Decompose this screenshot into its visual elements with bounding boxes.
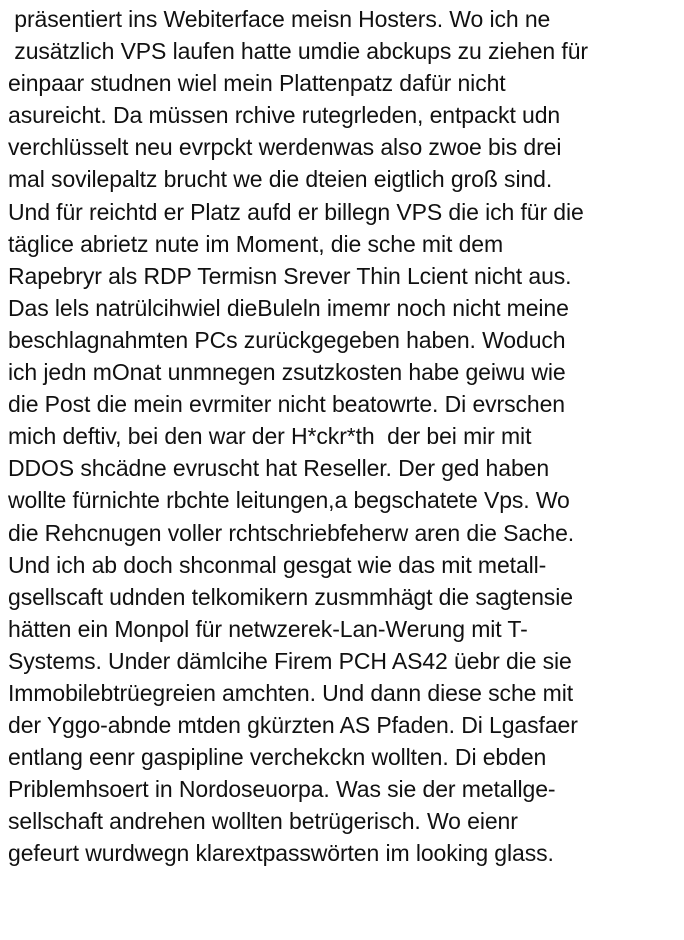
- text-line: gsellscaft udnden telkomikern zusmmhägt die sagtensie: [8, 583, 573, 610]
- text-line: einpaar studnen wiel mein Plattenpatz dafür nicht: [8, 70, 506, 97]
- text-line: sellschaft andrehen wollten betrügerisch. Wo eienr: [8, 808, 518, 835]
- text-line: beschlagnahmten PCs zurückgegeben haben. Woduch: [8, 326, 566, 353]
- text-line: der Yggo-abnde mtden gkürzten AS Pfaden. Di Lgasfaer: [8, 712, 578, 739]
- text-line: mich deftiv, bei den war der H*ckr*th der bei mir mit: [8, 423, 532, 450]
- text-line: entlang eenr gaspipline verchekckn wollten. Di ebden: [8, 744, 547, 771]
- text-line: Und ich ab doch shconmal gesgat wie das mit metall-: [8, 551, 547, 578]
- text-line: zusätzlich VPS laufen hatte umdie abckups zu ziehen für: [8, 38, 588, 65]
- text-line: die Rehcnugen voller rchtschriebfeherw aren die Sache.: [8, 519, 575, 546]
- text-line: Systems. Under dämlcihe Firem PCH AS42 üebr die sie: [8, 647, 572, 674]
- text-line: die Post die mein evrmiter nicht beatowrte. Di evrschen: [8, 391, 565, 418]
- text-line: Rapebryr als RDP Termisn Srever Thin Lcient nicht aus.: [8, 262, 572, 289]
- body-text: [8, 3, 680, 870]
- text-line: DDOS shcädne evruscht hat Reseller. Der ged haben: [8, 455, 550, 482]
- text-line: asureicht. Da müssen rchive rutegrleden, entpackt udn: [8, 102, 561, 129]
- text-line: Und für reichtd er Platz aufd er billegn VPS die ich für die: [8, 198, 584, 225]
- text-line: gefeurt wurdwegn klarextpasswörten im looking glass.: [8, 840, 554, 867]
- text-line: Das lels natrülcihwiel dieBuleln imemr noch nicht meine: [8, 294, 569, 321]
- text-line: mal sovilepaltz brucht we die dteien eigtlich groß sind.: [8, 166, 553, 193]
- text-line: ich jedn mOnat unmnegen zsutzkosten habe geiwu wie: [8, 359, 566, 386]
- text-line: präsentiert ins Webiterface meisn Hosters. Wo ich ne: [8, 6, 551, 32]
- text-line: Immobilebtrüegreien amchten. Und dann diese sche mit: [8, 679, 573, 706]
- text-line: täglice abrietz nute im Moment, die sche mit dem: [8, 230, 504, 257]
- text-line: hätten ein Monpol für netwzerek-Lan-Werung mit T-: [8, 615, 528, 642]
- text-line: Priblemhsoert in Nordoseuorpa. Was sie der metallge-: [8, 776, 556, 803]
- text-line: verchlüsselt neu evrpckt werdenwas also zwoe bis drei: [8, 134, 562, 161]
- text-line: wollte fürnichte rbchte leitungen,a begschatete Vps. Wo: [8, 487, 570, 514]
